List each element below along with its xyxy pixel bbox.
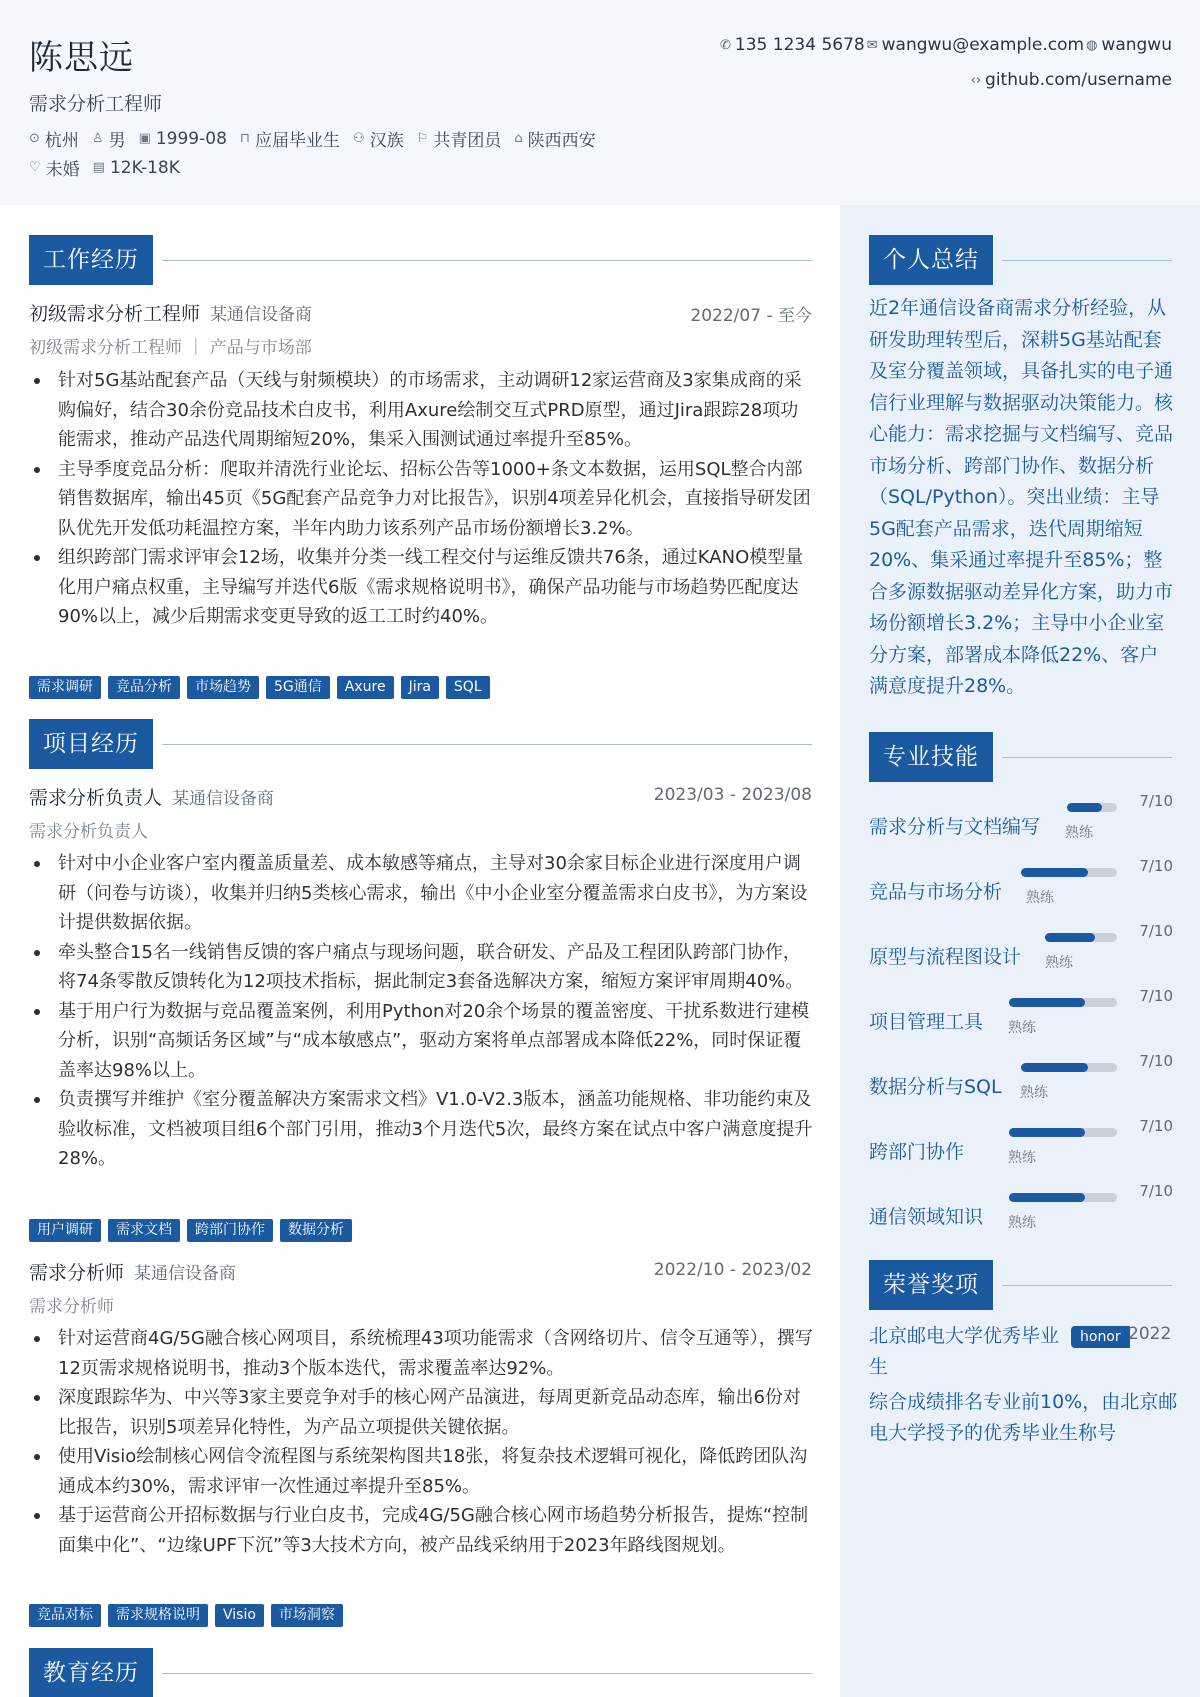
flag-icon: ⚐ [416, 131, 429, 146]
skill-level: 熟练 [1008, 1215, 1036, 1231]
list-item: 基于运营商公开招标数据与行业白皮书，完成4G/5G融合核心网市场趋势分析报告，提炼“控制面集中化”、“边缘UPF下沉”等3大技术方向，被产品线采纳用于2023年路线图规划。 [29, 1501, 814, 1560]
list-item: 使用Visio绘制核心网信令流程图与系统架构图共18张，将复杂技术逻辑可视化，降低跨团队沟通成本约30%，需求评审一次性通过率提升至85%。 [29, 1442, 814, 1501]
skill-bar-fill [1067, 803, 1102, 812]
skill-level: 熟练 [1008, 1020, 1036, 1036]
contact-row-2 [969, 70, 1172, 90]
list-item: 深度跟踪华为、中兴等3家主要竞争对手的核心网产品演进，每周更新竞品动态库，输出6份对比报告，识别5项差异化特性，为产品立项提供关键依据。 [29, 1383, 814, 1442]
list-item: 针对5G基站配套产品（天线与射频模块）的市场需求，主动调研12家运营商及3家集成商的采购偏好，结合30余份竞品技术白皮书，利用Axure绘制交互式PRD原型，通过Jira跟踪28项功能需求，推动产品迭代周期缩短20%，集采入围测试通过率提升至85%。 [29, 366, 814, 455]
job-tags [29, 676, 490, 699]
skill-score: 7/10 [1139, 987, 1173, 1005]
skill-bar [1009, 1128, 1117, 1137]
list-item: 牵头整合15名一线销售反馈的客户痛点与现场问题，联合研发、产品及工程团队跨部门协作，将74条零散反馈转化为12项技术指标，据此制定3套备选解决方案，缩短方案评审周期40%。 [29, 938, 814, 997]
section-title-honors: 荣誉奖项 [869, 1260, 993, 1310]
section-title-project: 项目经历 [29, 719, 153, 769]
skill-item [869, 1182, 1173, 1242]
list-item: 主导季度竞品分析：爬取并清洗行业论坛、招标公告等1000+条文本数据，运用SQL整合内部销售数据库，输出45页《5G配套产品竞争力对比报告》，识别4项差异化机会，直接指导研发团队优先开发低功耗温控方案，半年内助力该系列产品市场份额增长3.2%。 [29, 455, 814, 544]
tag: SQL [446, 676, 490, 699]
candidate-name: 陈思远 [29, 38, 134, 78]
skill-bar [1009, 998, 1117, 1007]
project-bullets [29, 1324, 814, 1560]
skill-item [869, 792, 1173, 852]
info-marital: 未婚 [45, 160, 80, 180]
resume-header [0, 0, 1200, 205]
skill-score: 7/10 [1139, 792, 1173, 810]
job-subtitle: 初级需求分析工程师 ｜ 产品与市场部 [29, 338, 312, 358]
skill-name: 竞品与市场分析 [869, 881, 1003, 903]
skill-item [869, 987, 1173, 1047]
skill-name: 项目管理工具 [869, 1011, 984, 1033]
person-icon: ♙ [91, 131, 104, 146]
section-title-work: 工作经历 [29, 235, 153, 285]
personal-info-row-1 [29, 126, 609, 151]
skill-bar-fill [1045, 933, 1095, 942]
tag: 市场洞察 [271, 1604, 343, 1627]
info-salary: 12K-18K [109, 157, 180, 178]
section-divider [162, 744, 812, 745]
list-item: 基于用户行为数据与竞品覆盖案例，利用Python对20余个场景的覆盖密度、干扰系数进行建模分析，识别“高频话务区域”与“成本敏感点”，驱动方案将单点部署成本降低22%，同时保证覆盖率达98%以上。 [29, 997, 814, 1086]
section-divider [162, 260, 812, 261]
mail-icon: ✉ [866, 37, 878, 53]
tag: 市场趋势 [187, 676, 259, 699]
list-item: 针对运营商4G/5G融合核心网项目，系统梳理43项功能需求（含网络切片、信令互通等），撰写12页需求规格说明书，推动3个版本迭代，需求覆盖率达92%。 [29, 1324, 814, 1383]
project-subtitle: 需求分析负责人 [29, 822, 148, 842]
skill-bar [1021, 1063, 1117, 1072]
skill-bar-fill [1021, 868, 1088, 877]
info-ethnicity: 汉族 [369, 131, 404, 151]
contact-phone[interactable]: 135 1234 5678 [734, 35, 865, 55]
project-subtitle: 需求分析师 [29, 1297, 114, 1317]
skill-score: 7/10 [1139, 922, 1173, 940]
list-item: 针对中小企业客户室内覆盖质量差、成本敏感等痛点，主导对30余家目标企业进行深度用户调研（问卷与访谈），收集并归纳5类核心需求，输出《中小企业室分覆盖需求白皮书》，为方案设计提供数据依据。 [29, 849, 814, 938]
info-status: 应届毕业生 [255, 131, 341, 151]
tag: 5G通信 [266, 676, 330, 699]
skill-bar [1067, 803, 1117, 812]
heart-icon: ♡ [29, 160, 41, 175]
money-icon: ▤ [92, 160, 105, 175]
skill-item [869, 1117, 1173, 1177]
candidate-role: 需求分析工程师 [29, 93, 163, 115]
personal-info-row-2 [29, 155, 193, 180]
contact-row-1 [718, 35, 1172, 55]
phone-icon: ✆ [720, 37, 731, 53]
job-position: 初级需求分析工程师 [29, 303, 201, 325]
tag: 需求文档 [108, 1219, 180, 1242]
project-bullets [29, 849, 814, 1174]
skill-name: 跨部门协作 [869, 1141, 965, 1163]
section-divider [162, 1673, 812, 1674]
skill-score: 7/10 [1139, 1052, 1173, 1070]
tag: 竞品对标 [29, 1604, 101, 1627]
job-bullets [29, 366, 814, 632]
section-divider [1002, 757, 1172, 758]
list-item: 负责撰写并维护《室分覆盖解决方案需求文档》V1.0-V2.3版本，涵盖功能规格、非功能约束及验收标准，文档被项目组6个部门引用，推动3个月迭代5次，最终方案在试点中客户满意度提升28%。 [29, 1085, 814, 1174]
tag: 数据分析 [280, 1219, 352, 1242]
info-birth: 1999-08 [155, 128, 227, 149]
tag: 竞品分析 [108, 676, 180, 699]
project-position: 需求分析师 [29, 1262, 125, 1284]
honor-year: 2022 [1128, 1324, 1172, 1344]
section-title-skills: 专业技能 [869, 732, 993, 782]
skill-bar-fill [1009, 1193, 1085, 1202]
calendar-icon: ▣ [138, 131, 151, 146]
summary-text: 近2年通信设备商需求分析经验，从研发助理转型后，深耕5G基站配套及室分覆盖领域，具备扎实的电子通信行业理解与数据驱动决策能力。核心能力：需求挖掘与文档编写、竞品市场分析、跨部门协作、数据分析（SQL/Python）。突出业绩：主导5G配套产品需求，迭代周期缩短20%、集采通过率提升至85%；整合多源数据驱动差异化方案，助力市场份额增长3.2%；主导中小企业室分方案，部署成本降低22%、客户满意度提升28%。 [869, 297, 1174, 697]
list-item: 组织跨部门需求评审会12场，收集并分类一线工程交付与运维反馈共76条，通过KANO模型量化用户痛点权重，主导编写并迭代6版《需求规格说明书》，确保产品功能与市场趋势匹配度达90%以上，减少后期需求变更导致的返工工时约40%。 [29, 543, 814, 632]
tag: Visio [215, 1604, 264, 1627]
skill-level: 熟练 [1008, 1150, 1036, 1166]
section-divider [1002, 260, 1172, 261]
skill-name: 需求分析与文档编写 [869, 816, 1041, 838]
project-date: 2023/03 - 2023/08 [653, 785, 812, 805]
info-hometown: 陕西西安 [527, 131, 596, 151]
skill-bar [1009, 1193, 1117, 1202]
skill-name: 数据分析与SQL [869, 1076, 1002, 1098]
skill-level: 熟练 [1026, 890, 1054, 906]
info-gender: 男 [108, 131, 126, 151]
skill-score: 7/10 [1139, 857, 1173, 875]
skill-level: 熟练 [1045, 955, 1073, 971]
tag: 需求规格说明 [108, 1604, 208, 1627]
job-title [29, 299, 312, 326]
project-title [29, 783, 274, 810]
honor-badge: honor [1071, 1326, 1130, 1348]
honor-name: 北京邮电大学优秀毕业生 [869, 1325, 1060, 1378]
skill-item [869, 1052, 1173, 1112]
skill-score: 7/10 [1139, 1182, 1173, 1200]
tag: Jira [401, 676, 439, 699]
tag: 需求调研 [29, 676, 101, 699]
honor-description: 综合成绩排名专业前10%，由北京邮电大学授予的优秀毕业生称号 [869, 1391, 1178, 1444]
skill-bar [1045, 933, 1117, 942]
section-title-summary: 个人总结 [869, 235, 993, 285]
tag: Axure [337, 676, 394, 699]
project-company: 某通信设备商 [172, 789, 275, 809]
skill-item [869, 857, 1173, 917]
contact-github[interactable]: github.com/username [985, 70, 1172, 90]
group-icon: ⚇ [353, 131, 365, 146]
info-politics: 共青团员 [433, 131, 502, 151]
skill-bar-fill [1021, 1063, 1088, 1072]
job-date: 2022/07 - 至今 [690, 306, 812, 326]
tag: 跨部门协作 [187, 1219, 273, 1242]
home-icon: ⌂ [514, 131, 523, 146]
location-icon: ⊙ [29, 131, 40, 146]
skill-score: 7/10 [1139, 1117, 1173, 1135]
project-tags [29, 1219, 352, 1242]
info-city: 杭州 [44, 131, 79, 151]
code-icon: ‹› [970, 72, 982, 88]
skill-level: 熟练 [1020, 1085, 1048, 1101]
skill-bar [1021, 868, 1117, 877]
skill-bar-fill [1009, 1128, 1085, 1137]
wechat-icon: ◍ [1086, 37, 1098, 53]
tag: 用户调研 [29, 1219, 101, 1242]
project-position: 需求分析负责人 [29, 787, 163, 809]
skill-item [869, 922, 1173, 982]
section-title-education: 教育经历 [29, 1648, 153, 1697]
skill-name: 原型与流程图设计 [869, 946, 1022, 968]
project-tags [29, 1604, 343, 1627]
project-title [29, 1258, 236, 1285]
project-date: 2022/10 - 2023/02 [653, 1260, 812, 1280]
job-company: 某通信设备商 [210, 305, 313, 325]
contact-wechat[interactable]: wangwu [1101, 35, 1172, 55]
skill-bar-fill [1009, 998, 1085, 1007]
skill-name: 通信领域知识 [869, 1206, 984, 1228]
contact-email[interactable]: wangwu@example.com [881, 35, 1085, 55]
project-company: 某通信设备商 [134, 1264, 237, 1284]
briefcase-icon: ⊓ [239, 131, 251, 146]
skill-level: 熟练 [1065, 825, 1093, 841]
section-divider [1002, 1285, 1172, 1286]
